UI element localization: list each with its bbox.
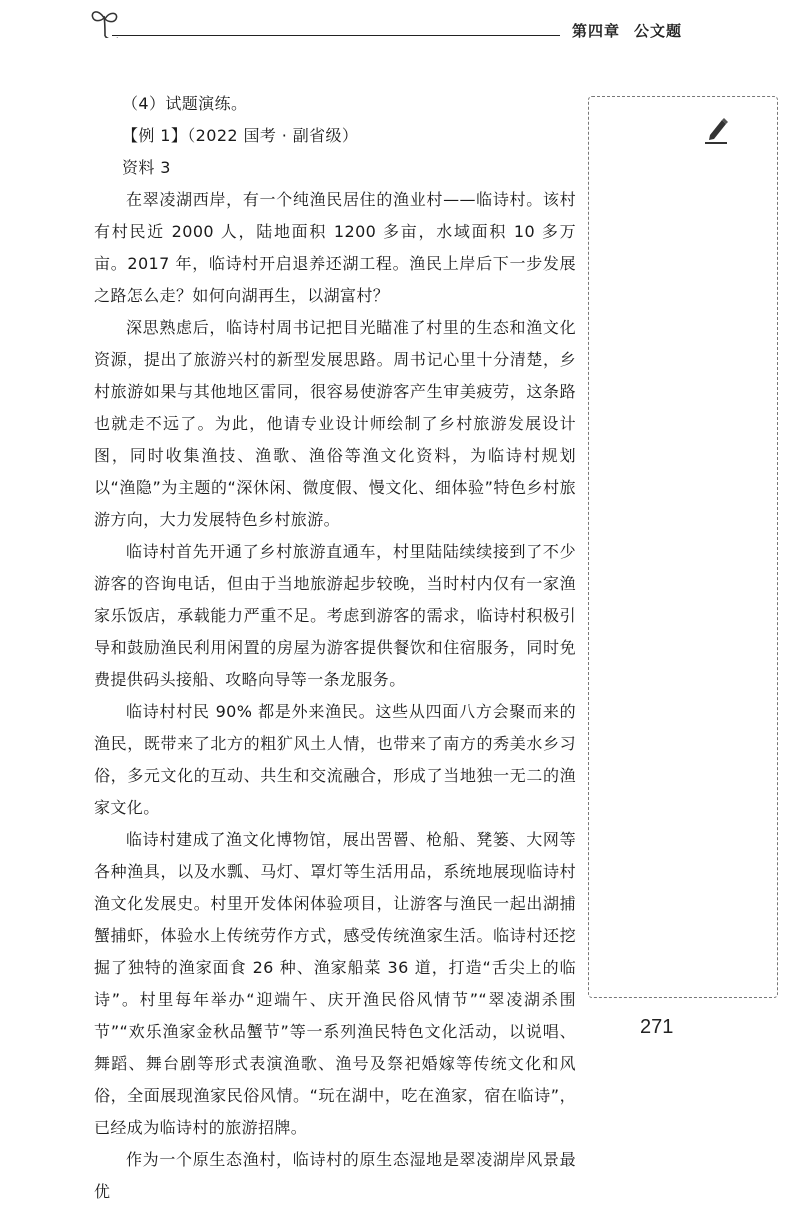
paragraph: 临诗村首先开通了乡村旅游直通车，村里陆陆续续接到了不少游客的咨询电话，但由于当地旅游起步较晚，当时村内仅有一家渔家乐饭店，承载能力严重不足。考虑到游客的需求，临诗村积极引导和鼓励渔民利用闲置的房屋为游客提供餐饮和住宿服务，同时免费提供码头接船、攻略向导等一条龙服务。 [94, 542, 576, 689]
section-label: 公文题 [634, 22, 683, 40]
example-title: 【例 1】（2022 国考 · 副省级） [122, 126, 359, 145]
sprout-logo-icon [88, 6, 122, 38]
document-body [94, 88, 576, 1208]
paragraph: 深思熟虑后，临诗村周书记把目光瞄准了村里的生态和渔文化资源，提出了旅游兴村的新型发展思路。周书记心里十分清楚，乡村旅游如果与其他地区雷同，很容易使游客产生审美疲劳，这条路也就走不远了。为此，他请专业设计师绘制了乡村旅游发展设计图，同时收集渔技、渔歌、渔俗等渔文化资料，为临诗村规划以“渔隐”为主题的“深休闲、微度假、慢文化、细体验”特色乡村旅游方向，大力发展特色乡村旅游。 [94, 318, 576, 529]
paragraph: 临诗村村民 90% 都是外来渔民。这些从四面八方会聚而来的渔民，既带来了北方的粗犷风土人情，也带来了南方的秀美水乡习俗，多元文化的互动、共生和交流融合，形成了当地独一无二的渔家文化。 [94, 702, 576, 817]
section-heading: （4）试题演练。 [122, 94, 248, 113]
chapter-heading [572, 20, 682, 41]
page-number: 271 [640, 1016, 674, 1038]
header-rule [112, 35, 560, 36]
chapter-label: 第四章 [572, 22, 621, 40]
material-label: 资料 3 [122, 158, 171, 177]
pen-icon [703, 115, 729, 145]
paragraph: 作为一个原生态渔村，临诗村的原生态湿地是翠凌湖岸风景最优 [94, 1150, 576, 1201]
notes-margin-box [588, 96, 778, 998]
paragraph: 在翠凌湖西岸，有一个纯渔民居住的渔业村——临诗村。该村有村民近 2000 人，陆地面积 1200 多亩，水域面积 10 多万亩。2017 年，临诗村开启退养还湖工程。渔民上岸后下一步发展之路怎么走？如何向湖再生，以湖富村？ [94, 190, 576, 305]
paragraph: 临诗村建成了渔文化博物馆，展出罟罾、枪船、凳篓、大网等各种渔具，以及水瓢、马灯、罩灯等生活用品，系统地展现临诗村渔文化发展史。村里开发体闲体验项目，让游客与渔民一起出湖捕蟹捕虾，体验水上传统劳作方式，感受传统渔家生活。临诗村还挖掘了独特的渔家面食 26 种、渔家船菜 36 道，打造“舌尖上的临诗”。村里每年举办“迎端午、庆开渔民俗风情节”“翠凌湖杀围节”“欢乐渔家金秋品蟹节”等一系列渔民特色文化活动，以说唱、舞蹈、舞台剧等形式表演渔歌、渔号及祭祀婚嫁等传统文化和风俗，全面展现渔家民俗风情。“玩在湖中，吃在渔家，宿在临诗”，已经成为临诗村的旅游招牌。 [94, 830, 576, 1137]
